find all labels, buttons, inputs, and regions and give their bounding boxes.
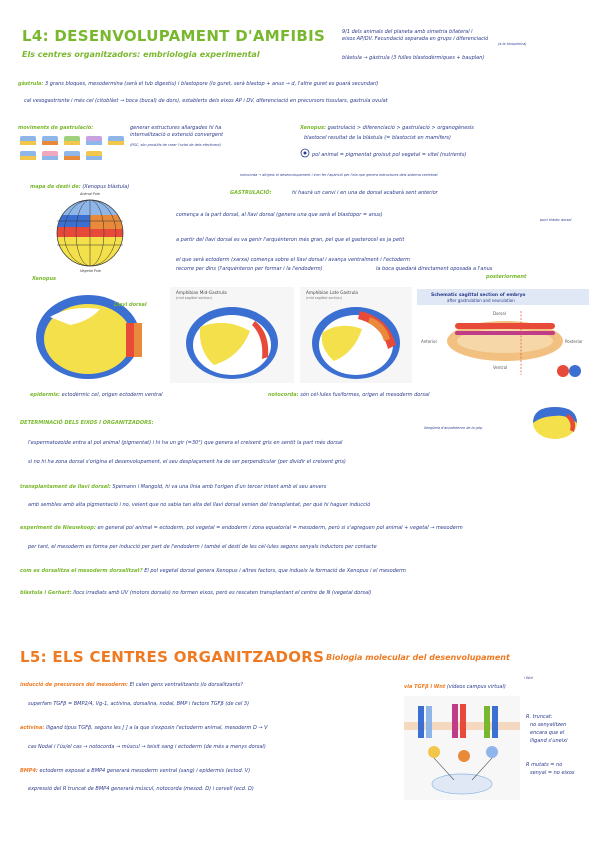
blastula-row [20,590,371,596]
via-text: (vídeos campus virtual) [446,684,506,690]
gastrulacio-side: punt blàstic dorsal [540,218,572,222]
epidermis-text: ectodèrmic cel, origen ectoderm ventral [61,392,163,398]
blastula-label: blàstula i Gerhart: [20,590,72,596]
l4-title: L4: DESENVOLUPAMENT D'AMFIBIS [22,27,326,45]
activina-text: lligand tipus TGFβ, segons les [ ] a la que s'exposin l'ectoderm animal, mesoderm D → V [45,725,268,731]
notocorda-text: són cèl·lules fusiformes, origen al mesoderm dorsal [300,392,430,398]
gastrulacio-label: GASTRULACIÓ: [230,190,272,196]
mapa-label: mapa de destí de: [30,184,81,190]
gastrula-line [18,81,378,87]
det-2: si no hi ha zona dorsal s'origina el desenvolupament, el seu desplaçament ha de ser perpendicular (per dividir el creixent gris) [28,459,346,465]
activina-row [20,725,268,731]
l5-title: L5: ELS CENTRES ORGANITZADORS [20,648,325,666]
xenopus-line4: notocorda → dirigeix el desenvolupament i s'en fer l'aparició per l'ela que genera estructures dels sistema vertebrat [240,173,438,177]
gastrulacio-5: la boca quedarà directament oposada a l'anus [376,266,493,272]
bmp-label: BMP4: [20,768,38,774]
nieuwkoop-line2: per tant, el mesoderm es forma per inducció per part de l'endoderm i també el destí de les cèl·lules segons senyals inductors per contacte [28,544,377,550]
topright-tiny: (a la bioquímica) [498,42,527,46]
svg-text:Llavi dorsal: Llavi dorsal [114,302,147,308]
bmp-line2: expressió del R truncat de BMP4 generarà múscul, notocorda (mesod. D) i cervell (ecd. D) [28,786,254,792]
fig4-anterior: Anterior [421,339,438,344]
mapa-who: (Xenopus blàstula) [82,184,130,190]
via-label: via TGFβ i Wnt [404,684,446,690]
xenopus-fig-label: Xenopus [32,276,57,282]
dorsalitza-row [20,568,406,574]
dorsalitza-text: El pol vegetal dorsal genera Xenopus i altres factors, que indueix la formació de Xenopus i el mesoderm [144,568,406,574]
sagittal-section-figure [417,289,589,385]
gastrulacio-1: comença a la part dorsal, al llavi dorsal (genera una que serà el blastopor = anus) [176,212,383,218]
topright-line2: eixos AP/DV. Fecundació separada en grups i diferenciació [342,36,489,42]
xenopus-text: gastrulació > diferenciació > gastrulació > organogènesis [327,125,474,131]
via-row [404,684,506,690]
gastrulacio-note: hi haurà un canvi i en una de dorsal acabarà sent anterior [292,190,438,196]
gastrulacio-row [230,190,272,196]
topright-line1: 9/1 dels animals del planeta amb simetria bilateral i [342,29,473,35]
gastrula-line2: cal vesogastrisnte i més cel (citoblàst → boca (bucal) de dors), establerts dels eixos AP i DV, diferenciació en precursors tissulars, gastrula ovulat [24,98,388,104]
via-tiny: i Wnt [524,676,533,680]
mid-gastrula-figure [170,287,294,383]
fig2-sub: (mid sagittal section) [176,296,213,300]
activina-line2: cas Nodal i l'ús/el cas → notocorda → múscul → teixit sang i ectoderm (de més a menys dorsal) [28,744,266,750]
nieuwkoop-label: experiment de Nieuwkoop: [20,525,96,531]
gray-crescent-figure [528,404,582,442]
globe-top-label: Animal Pole [80,192,100,196]
gastrula-text: 3 grans bloques, mesodermina (serà el tub digestiu) i blastopore (lo guret, serà blastop + anus → d, l'altre guret es guarà secundari) [45,81,379,87]
dorsalitza-label: com es dorsalitza el mesoderm dorsalitzat? [20,568,143,574]
nieuwkoop-text: en general pol animal = ectoderm, pol vegetal = endoderm i zona equatorial = mesoderm, però si s'agreguen pol animal + vegetal → mesoderm [97,525,463,531]
topright-line3: blàstula → gàstrula (3 fulles blastodèrmiques + bauplan) [342,55,485,61]
gastrula-label: gàstrula: [18,81,44,87]
mapa-row [30,184,129,190]
recept-5: R mutats = no [526,762,563,768]
recept-4: lligand s'uneixi [530,738,568,744]
moviments-text: generar estructures allargades hi ha [130,125,222,131]
fig4-ventral: Ventral [493,365,508,370]
determinacio-label: DETERMINACIÓ DELS EIXOS I ORGANITZADORS: [20,420,154,426]
blastula-text: llocs irradiats amb UV (motors dorsals) no formen eixos, però es rescaten transplantant el centre de N (vegetal dorsal) [73,590,372,596]
trasplant-row [20,484,326,490]
trasplant-line2: amb sembles amb alta pigmentació i no, veient que no sabia tan alta del llavi dorsal venien del transplantat, per què hi haguer inducció [28,502,371,508]
activina-label: activina: [20,725,45,731]
fig4-posterior: Posterior [565,339,583,344]
induccio-row [20,682,243,688]
blastocoel-icon [300,148,310,158]
recept-2: no senyalitzen [530,722,567,728]
trasplant-text: Spemann i Mangold, hi va una línia amb l'origen d'un tercer intent amb el seu anvers [112,484,327,490]
det-side: llengüeta d'arquénteron de la grip [424,426,483,430]
fig4-sub: after gastrulation and neurulation [447,298,515,303]
bmp-row [20,768,250,774]
gastrulacio-6: posteriorment [486,274,527,280]
fig3-title: Amphibian Late Gastrula [306,290,358,295]
notocorda-row [268,392,430,398]
xenopus-line2: blastocel resultat de la blàstula (= blastocist en mamífers) [304,135,451,141]
moviments-label-row [18,125,93,131]
recept-1: R. truncat: [526,714,553,720]
gastrulacio-3: el que serà ectoderm (xarxa) comença sobre el llavi dorsal i avança ventralment i l'ectoderm [176,257,411,263]
bmp-text: ectoderm exposat a BMP4 generarà mesoderm ventral (sang) i epidermis (ectod. V) [39,768,251,774]
moviments-text3: (PGC, són produïts de crear l'ovàri de dels efectivent) [130,143,222,147]
fig4-title: Schematic sagittal section of embryo [431,293,526,298]
epidermis-label: epidermis: [30,392,61,398]
gastrulacio-4: recorre per dins (l'arquénteron per formar i la l'endoderm) [176,266,323,272]
moviments-label: moviments de gastrulació: [18,125,94,131]
induccio-line2: superfam TGFβ = BMP2/4, Vg-1, activina, dorsalina, nodal, BMP i factors TGFβ (de cel 3) [28,701,250,707]
recept-3: encara que el [530,730,565,736]
fate-map-globe [35,193,145,273]
moviments-text2: internalització o extensió convergent [130,132,224,138]
gastrula-section-figure-1 [30,287,154,383]
gastrulation-movements-figure [18,133,126,165]
det-1: l'espermatozoide entra al pol animal (pigmentat) i hi ha un gir (=30°) que genera el creixent gris en sentit la part més dorsal [28,440,343,446]
late-gastrula-figure [300,287,412,383]
determinacio-row [20,420,154,426]
xenopus-line3: pol animal = pigmentat groixut pol vegetal = vitel (nutrients) [312,152,467,158]
notocorda-label: notocorda: [268,392,299,398]
fig4-dorsal: Dorsal [493,311,506,316]
fig2-title: Amphibian Mid-Gastrula [176,290,227,295]
trasplant-label: transplantament de llavi dorsal: [20,484,111,490]
l5-subtitle: Biologia molecular del desenvolupament [326,653,510,662]
xenopus-label: Xenopus: [300,125,327,131]
nieuwkoop-row [20,525,463,531]
xenopus-line [300,125,474,131]
recept-6: senyal = no eixos [530,770,575,776]
l4-subtitle: Els centres organitzadors: embriologia experimental [22,50,260,59]
fig3-sub: (mid sagittal section) [306,296,343,300]
globe-bottom-label: Vegetal Pole [80,269,102,273]
epidermis-row [30,392,163,398]
signalling-pathway-figure [404,696,520,800]
gastrulacio-2: a partir del llavi dorsal es va genir l'arquénteron més gran, pel que el gasterocel es ja petit [176,237,405,243]
induccio-text: El calen gens ventralitzants i/o dorsalitzants? [129,682,243,688]
induccio-label: inducció de precursors del mesoderm: [20,682,129,688]
